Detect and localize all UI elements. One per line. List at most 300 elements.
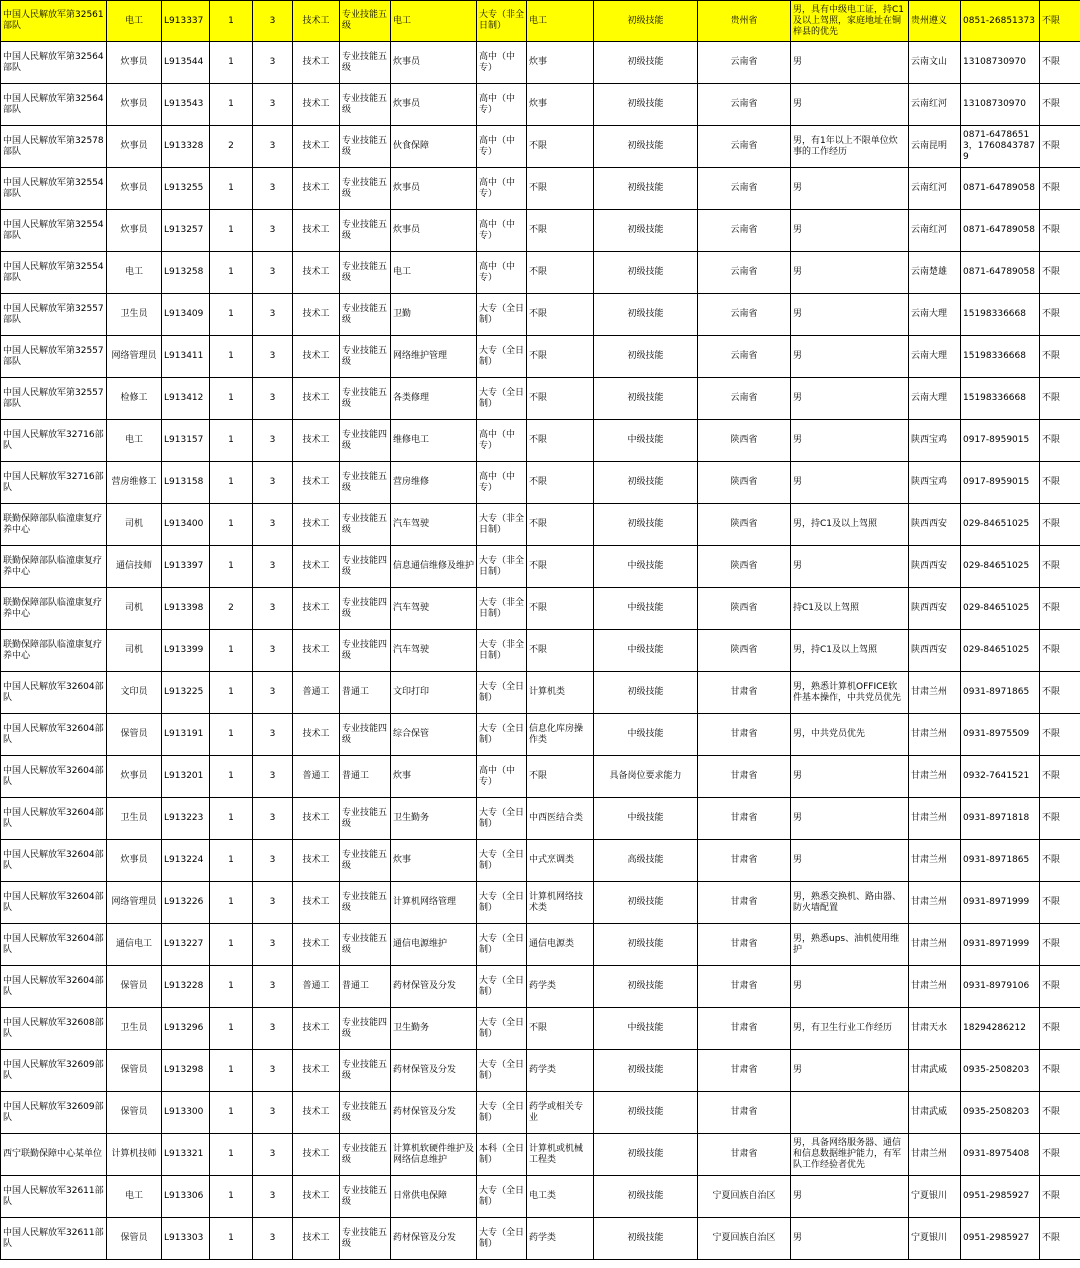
cell-unit: 中国人民解放军32604部队 xyxy=(1,924,107,966)
cell-skill: 初级技能 xyxy=(594,336,698,378)
cell-province: 陕西省 xyxy=(698,504,791,546)
cell-major: 不限 xyxy=(527,756,594,798)
cell-city: 甘肃兰州 xyxy=(909,840,961,882)
cell-skill: 中级技能 xyxy=(594,630,698,672)
cell-limit: 不限 xyxy=(1040,1218,1080,1260)
cell-unit: 西宁联勤保障中心某单位 xyxy=(1,1134,107,1176)
cell-months: 3 xyxy=(253,714,293,756)
cell-province: 甘肃省 xyxy=(698,882,791,924)
cell-education: 高中（中专） xyxy=(477,168,527,210)
cell-province: 陕西省 xyxy=(698,462,791,504)
cell-skill: 初级技能 xyxy=(594,1218,698,1260)
cell-city: 甘肃兰州 xyxy=(909,798,961,840)
cell-major: 不限 xyxy=(527,210,594,252)
cell-position: 司机 xyxy=(107,630,162,672)
cell-unit: 中国人民解放军32608部队 xyxy=(1,1008,107,1050)
cell-unit: 中国人民解放军32716部队 xyxy=(1,462,107,504)
cell-skill: 中级技能 xyxy=(594,420,698,462)
cell-phone: 0935-2508203 xyxy=(961,1092,1040,1134)
cell-province: 甘肃省 xyxy=(698,1050,791,1092)
cell-duty: 炊事 xyxy=(391,756,477,798)
table-row xyxy=(1,840,1080,882)
cell-duty: 信息通信维修及维护 xyxy=(391,546,477,588)
cell-education: 大专（全日制） xyxy=(477,378,527,420)
cell-skill-level: 专业技能五级 xyxy=(340,504,391,546)
cell-phone: 0931-8971999 xyxy=(961,924,1040,966)
cell-city: 甘肃武威 xyxy=(909,1050,961,1092)
cell-code: L913303 xyxy=(162,1218,210,1260)
table-row xyxy=(1,1176,1080,1218)
cell-phone: 0871-64789058 xyxy=(961,252,1040,294)
cell-months: 3 xyxy=(253,924,293,966)
cell-limit: 不限 xyxy=(1040,42,1080,84)
cell-code: L913255 xyxy=(162,168,210,210)
cell-province: 云南省 xyxy=(698,168,791,210)
cell-months: 3 xyxy=(253,1218,293,1260)
cell-province: 甘肃省 xyxy=(698,672,791,714)
cell-job-type: 技术工 xyxy=(293,588,340,630)
cell-code: L913337 xyxy=(162,1,210,42)
cell-province: 甘肃省 xyxy=(698,924,791,966)
cell-education: 大专（非全日制） xyxy=(477,588,527,630)
cell-province: 甘肃省 xyxy=(698,840,791,882)
cell-province: 陕西省 xyxy=(698,420,791,462)
cell-education: 大专（全日制） xyxy=(477,714,527,756)
cell-education: 大专（全日制） xyxy=(477,1008,527,1050)
cell-months: 3 xyxy=(253,630,293,672)
cell-position: 网络管理员 xyxy=(107,336,162,378)
cell-months: 3 xyxy=(253,672,293,714)
cell-skill: 初级技能 xyxy=(594,672,698,714)
cell-code: L913306 xyxy=(162,1176,210,1218)
cell-city: 陕西宝鸡 xyxy=(909,420,961,462)
cell-duty: 炊事员 xyxy=(391,42,477,84)
cell-city: 云南红河 xyxy=(909,210,961,252)
table-row xyxy=(1,588,1080,630)
cell-skill-level: 专业技能五级 xyxy=(340,378,391,420)
cell-major: 炊事 xyxy=(527,42,594,84)
cell-education: 大专（非全日制） xyxy=(477,630,527,672)
table-row xyxy=(1,504,1080,546)
cell-months: 3 xyxy=(253,294,293,336)
cell-education: 大专（全日制） xyxy=(477,840,527,882)
cell-education: 高中（中专） xyxy=(477,126,527,168)
cell-limit: 不限 xyxy=(1040,1,1080,42)
cell-skill: 初级技能 xyxy=(594,378,698,420)
cell-months: 3 xyxy=(253,462,293,504)
cell-phone: 0935-2508203 xyxy=(961,1050,1040,1092)
cell-code: L913227 xyxy=(162,924,210,966)
cell-months: 3 xyxy=(253,420,293,462)
cell-education: 高中（中专） xyxy=(477,84,527,126)
cell-requirement: 男，有卫生行业工作经历 xyxy=(791,1008,909,1050)
table-row xyxy=(1,420,1080,462)
cell-job-type: 技术工 xyxy=(293,630,340,672)
cell-major: 不限 xyxy=(527,462,594,504)
cell-position: 文印员 xyxy=(107,672,162,714)
cell-count: 1 xyxy=(210,1008,253,1050)
cell-position: 保管员 xyxy=(107,1218,162,1260)
cell-unit: 中国人民解放军32604部队 xyxy=(1,672,107,714)
cell-position: 炊事员 xyxy=(107,840,162,882)
cell-major: 药学类 xyxy=(527,966,594,1008)
cell-job-type: 技术工 xyxy=(293,420,340,462)
table-row xyxy=(1,1008,1080,1050)
cell-phone: 0871-64789058 xyxy=(961,210,1040,252)
cell-education: 大专（非全日制） xyxy=(477,504,527,546)
cell-duty: 卫生勤务 xyxy=(391,1008,477,1050)
cell-major: 不限 xyxy=(527,588,594,630)
table-row xyxy=(1,84,1080,126)
cell-requirement: 男 xyxy=(791,210,909,252)
table-row xyxy=(1,756,1080,798)
cell-education: 高中（中专） xyxy=(477,420,527,462)
cell-phone: 15198336668 xyxy=(961,378,1040,420)
cell-unit: 中国人民解放军32604部队 xyxy=(1,756,107,798)
cell-duty: 维修电工 xyxy=(391,420,477,462)
cell-city: 云南昆明 xyxy=(909,126,961,168)
cell-duty: 各类修理 xyxy=(391,378,477,420)
cell-skill: 初级技能 xyxy=(594,1134,698,1176)
cell-province: 甘肃省 xyxy=(698,1134,791,1176)
cell-education: 高中（中专） xyxy=(477,210,527,252)
cell-skill: 初级技能 xyxy=(594,1092,698,1134)
cell-unit: 中国人民解放军32716部队 xyxy=(1,420,107,462)
cell-duty: 计算机软硬件维护及网络信息维护 xyxy=(391,1134,477,1176)
cell-unit: 中国人民解放军32604部队 xyxy=(1,840,107,882)
table-row xyxy=(1,630,1080,672)
cell-province: 云南省 xyxy=(698,84,791,126)
cell-duty: 营房维修 xyxy=(391,462,477,504)
cell-city: 云南楚雄 xyxy=(909,252,961,294)
cell-months: 3 xyxy=(253,1,293,42)
cell-code: L913399 xyxy=(162,630,210,672)
cell-requirement: 男 xyxy=(791,378,909,420)
cell-requirement xyxy=(791,1092,909,1134)
cell-education: 大专（全日制） xyxy=(477,336,527,378)
cell-province: 甘肃省 xyxy=(698,1092,791,1134)
cell-code: L913258 xyxy=(162,252,210,294)
cell-position: 检修工 xyxy=(107,378,162,420)
cell-duty: 药材保管及分发 xyxy=(391,1050,477,1092)
cell-requirement: 男 xyxy=(791,756,909,798)
cell-count: 1 xyxy=(210,966,253,1008)
cell-requirement: 男 xyxy=(791,252,909,294)
cell-months: 3 xyxy=(253,882,293,924)
cell-code: L913400 xyxy=(162,504,210,546)
cell-major: 不限 xyxy=(527,630,594,672)
cell-months: 3 xyxy=(253,336,293,378)
cell-skill-level: 专业技能五级 xyxy=(340,168,391,210)
cell-code: L913398 xyxy=(162,588,210,630)
cell-unit: 中国人民解放军32609部队 xyxy=(1,1092,107,1134)
cell-phone: 0871-64786513，17608437879 xyxy=(961,126,1040,168)
cell-requirement: 男，具备网络服务器、通信和信息数据维护能力，有军队工作经验者优先 xyxy=(791,1134,909,1176)
cell-count: 1 xyxy=(210,1050,253,1092)
cell-months: 3 xyxy=(253,756,293,798)
cell-requirement: 男 xyxy=(791,1050,909,1092)
cell-education: 大专（全日制） xyxy=(477,798,527,840)
cell-count: 1 xyxy=(210,336,253,378)
cell-skill-level: 专业技能五级 xyxy=(340,210,391,252)
cell-major: 不限 xyxy=(527,168,594,210)
cell-requirement: 男 xyxy=(791,546,909,588)
cell-city: 陕西西安 xyxy=(909,546,961,588)
cell-months: 3 xyxy=(253,798,293,840)
cell-duty: 伙食保障 xyxy=(391,126,477,168)
cell-job-type: 技术工 xyxy=(293,1218,340,1260)
cell-duty: 通信电源维护 xyxy=(391,924,477,966)
cell-count: 1 xyxy=(210,378,253,420)
cell-duty: 日常供电保障 xyxy=(391,1176,477,1218)
table-row xyxy=(1,168,1080,210)
cell-count: 1 xyxy=(210,252,253,294)
cell-code: L913257 xyxy=(162,210,210,252)
cell-code: L913411 xyxy=(162,336,210,378)
cell-position: 保管员 xyxy=(107,966,162,1008)
cell-skill-level: 专业技能五级 xyxy=(340,42,391,84)
cell-major: 不限 xyxy=(527,336,594,378)
cell-months: 3 xyxy=(253,252,293,294)
cell-major: 计算机类 xyxy=(527,672,594,714)
cell-limit: 不限 xyxy=(1040,504,1080,546)
cell-phone: 0871-64789058 xyxy=(961,168,1040,210)
cell-phone: 029-84651025 xyxy=(961,588,1040,630)
cell-unit: 中国人民解放军第32564部队 xyxy=(1,84,107,126)
cell-count: 1 xyxy=(210,1176,253,1218)
cell-city: 甘肃天水 xyxy=(909,1008,961,1050)
cell-unit: 中国人民解放军第32557部队 xyxy=(1,336,107,378)
cell-skill-level: 专业技能五级 xyxy=(340,1134,391,1176)
cell-education: 大专（全日制） xyxy=(477,1050,527,1092)
cell-province: 陕西省 xyxy=(698,546,791,588)
cell-province: 云南省 xyxy=(698,42,791,84)
cell-code: L913201 xyxy=(162,756,210,798)
cell-count: 1 xyxy=(210,420,253,462)
cell-skill-level: 普通工 xyxy=(340,672,391,714)
cell-job-type: 技术工 xyxy=(293,1134,340,1176)
cell-education: 大专（全日制） xyxy=(477,1218,527,1260)
cell-phone: 0917-8959015 xyxy=(961,462,1040,504)
cell-months: 3 xyxy=(253,1134,293,1176)
cell-major: 不限 xyxy=(527,252,594,294)
cell-city: 甘肃兰州 xyxy=(909,924,961,966)
table-row xyxy=(1,1092,1080,1134)
cell-skill-level: 专业技能五级 xyxy=(340,294,391,336)
cell-phone: 0951-2985927 xyxy=(961,1176,1040,1218)
cell-unit: 中国人民解放军32609部队 xyxy=(1,1050,107,1092)
cell-duty: 药材保管及分发 xyxy=(391,1092,477,1134)
table-row xyxy=(1,126,1080,168)
cell-skill: 初级技能 xyxy=(594,252,698,294)
cell-position: 卫生员 xyxy=(107,294,162,336)
cell-requirement: 男，熟悉计算机OFFICE软件基本操作，中共党员优先 xyxy=(791,672,909,714)
cell-code: L913296 xyxy=(162,1008,210,1050)
cell-skill: 初级技能 xyxy=(594,924,698,966)
cell-requirement: 男，熟悉ups、油机使用维护 xyxy=(791,924,909,966)
cell-province: 云南省 xyxy=(698,252,791,294)
cell-count: 1 xyxy=(210,42,253,84)
cell-position: 电工 xyxy=(107,1,162,42)
cell-job-type: 技术工 xyxy=(293,294,340,336)
cell-phone: 0931-8975408 xyxy=(961,1134,1040,1176)
cell-phone: 029-84651025 xyxy=(961,630,1040,672)
cell-city: 陕西西安 xyxy=(909,630,961,672)
cell-requirement: 男 xyxy=(791,336,909,378)
cell-months: 3 xyxy=(253,1050,293,1092)
cell-phone: 0931-8971999 xyxy=(961,882,1040,924)
cell-code: L913224 xyxy=(162,840,210,882)
cell-months: 3 xyxy=(253,1092,293,1134)
cell-count: 1 xyxy=(210,798,253,840)
table-row xyxy=(1,210,1080,252)
cell-city: 云南红河 xyxy=(909,168,961,210)
cell-phone: 0931-8971865 xyxy=(961,840,1040,882)
cell-education: 高中（中专） xyxy=(477,42,527,84)
cell-duty: 电工 xyxy=(391,252,477,294)
cell-job-type: 技术工 xyxy=(293,1,340,42)
cell-province: 云南省 xyxy=(698,126,791,168)
cell-job-type: 技术工 xyxy=(293,1176,340,1218)
cell-requirement: 男 xyxy=(791,42,909,84)
cell-province: 宁夏回族自治区 xyxy=(698,1218,791,1260)
cell-skill: 具备岗位要求能力 xyxy=(594,756,698,798)
cell-skill: 中级技能 xyxy=(594,714,698,756)
cell-job-type: 技术工 xyxy=(293,462,340,504)
cell-skill: 初级技能 xyxy=(594,1176,698,1218)
cell-count: 1 xyxy=(210,672,253,714)
cell-skill-level: 专业技能四级 xyxy=(340,588,391,630)
cell-duty: 文印打印 xyxy=(391,672,477,714)
cell-position: 保管员 xyxy=(107,1092,162,1134)
cell-position: 司机 xyxy=(107,588,162,630)
cell-major: 药学类 xyxy=(527,1050,594,1092)
cell-requirement: 男，有1年以上不限单位炊事的工作经历 xyxy=(791,126,909,168)
cell-skill-level: 专业技能五级 xyxy=(340,1176,391,1218)
cell-unit: 中国人民解放军32604部队 xyxy=(1,798,107,840)
cell-skill: 初级技能 xyxy=(594,294,698,336)
cell-phone: 15198336668 xyxy=(961,294,1040,336)
cell-skill-level: 普通工 xyxy=(340,966,391,1008)
cell-skill: 中级技能 xyxy=(594,546,698,588)
cell-requirement: 男 xyxy=(791,462,909,504)
cell-skill: 初级技能 xyxy=(594,1,698,42)
cell-duty: 炊事员 xyxy=(391,210,477,252)
cell-months: 3 xyxy=(253,966,293,1008)
cell-education: 高中（中专） xyxy=(477,252,527,294)
cell-duty: 卫勤 xyxy=(391,294,477,336)
cell-city: 甘肃武威 xyxy=(909,1092,961,1134)
cell-position: 通信技师 xyxy=(107,546,162,588)
table-row xyxy=(1,1050,1080,1092)
cell-requirement: 男 xyxy=(791,420,909,462)
cell-skill-level: 专业技能四级 xyxy=(340,420,391,462)
cell-limit: 不限 xyxy=(1040,840,1080,882)
cell-skill-level: 专业技能五级 xyxy=(340,462,391,504)
cell-months: 3 xyxy=(253,546,293,588)
cell-skill-level: 专业技能五级 xyxy=(340,1092,391,1134)
cell-education: 高中（中专） xyxy=(477,756,527,798)
cell-count: 1 xyxy=(210,924,253,966)
cell-code: L913158 xyxy=(162,462,210,504)
cell-requirement: 男 xyxy=(791,168,909,210)
cell-job-type: 技术工 xyxy=(293,336,340,378)
cell-skill: 中级技能 xyxy=(594,588,698,630)
cell-education: 大专（全日制） xyxy=(477,924,527,966)
table-row xyxy=(1,462,1080,504)
table-row xyxy=(1,336,1080,378)
cell-position: 网络管理员 xyxy=(107,882,162,924)
cell-major: 炊事 xyxy=(527,84,594,126)
cell-city: 云南红河 xyxy=(909,84,961,126)
table-row xyxy=(1,546,1080,588)
cell-requirement: 男，持C1及以上驾照 xyxy=(791,504,909,546)
cell-unit: 联勤保障部队临潼康复疗养中心 xyxy=(1,504,107,546)
cell-duty: 综合保管 xyxy=(391,714,477,756)
cell-unit: 中国人民解放军第32557部队 xyxy=(1,294,107,336)
cell-position: 炊事员 xyxy=(107,126,162,168)
cell-limit: 不限 xyxy=(1040,882,1080,924)
cell-phone: 15198336668 xyxy=(961,336,1040,378)
cell-count: 2 xyxy=(210,588,253,630)
cell-count: 2 xyxy=(210,126,253,168)
cell-position: 保管员 xyxy=(107,1050,162,1092)
cell-city: 甘肃兰州 xyxy=(909,714,961,756)
cell-education: 大专（全日制） xyxy=(477,882,527,924)
cell-months: 3 xyxy=(253,1176,293,1218)
cell-unit: 中国人民解放军32604部队 xyxy=(1,966,107,1008)
cell-unit: 中国人民解放军第32561部队 xyxy=(1,1,107,42)
cell-phone: 0917-8959015 xyxy=(961,420,1040,462)
cell-limit: 不限 xyxy=(1040,420,1080,462)
cell-city: 甘肃兰州 xyxy=(909,966,961,1008)
cell-skill: 高级技能 xyxy=(594,840,698,882)
cell-province: 云南省 xyxy=(698,294,791,336)
cell-position: 炊事员 xyxy=(107,756,162,798)
cell-province: 甘肃省 xyxy=(698,966,791,1008)
cell-city: 云南大理 xyxy=(909,336,961,378)
cell-province: 宁夏回族自治区 xyxy=(698,1176,791,1218)
cell-unit: 中国人民解放军32611部队 xyxy=(1,1218,107,1260)
cell-requirement: 男 xyxy=(791,1176,909,1218)
cell-duty: 网络维护管理 xyxy=(391,336,477,378)
cell-duty: 药材保管及分发 xyxy=(391,966,477,1008)
cell-phone: 0932-7641521 xyxy=(961,756,1040,798)
cell-education: 本科（全日制） xyxy=(477,1134,527,1176)
cell-job-type: 普通工 xyxy=(293,672,340,714)
cell-skill-level: 专业技能五级 xyxy=(340,882,391,924)
cell-job-type: 技术工 xyxy=(293,84,340,126)
table-row xyxy=(1,294,1080,336)
cell-count: 1 xyxy=(210,882,253,924)
cell-phone: 0951-2985927 xyxy=(961,1218,1040,1260)
cell-count: 1 xyxy=(210,294,253,336)
cell-major: 通信电源类 xyxy=(527,924,594,966)
cell-code: L913228 xyxy=(162,966,210,1008)
cell-limit: 不限 xyxy=(1040,588,1080,630)
cell-province: 贵州省 xyxy=(698,1,791,42)
cell-job-type: 技术工 xyxy=(293,252,340,294)
cell-city: 甘肃兰州 xyxy=(909,672,961,714)
cell-count: 1 xyxy=(210,210,253,252)
cell-position: 通信电工 xyxy=(107,924,162,966)
cell-skill-level: 专业技能五级 xyxy=(340,84,391,126)
cell-count: 1 xyxy=(210,756,253,798)
cell-months: 3 xyxy=(253,378,293,420)
cell-skill: 初级技能 xyxy=(594,966,698,1008)
cell-province: 甘肃省 xyxy=(698,1008,791,1050)
cell-skill: 初级技能 xyxy=(594,126,698,168)
